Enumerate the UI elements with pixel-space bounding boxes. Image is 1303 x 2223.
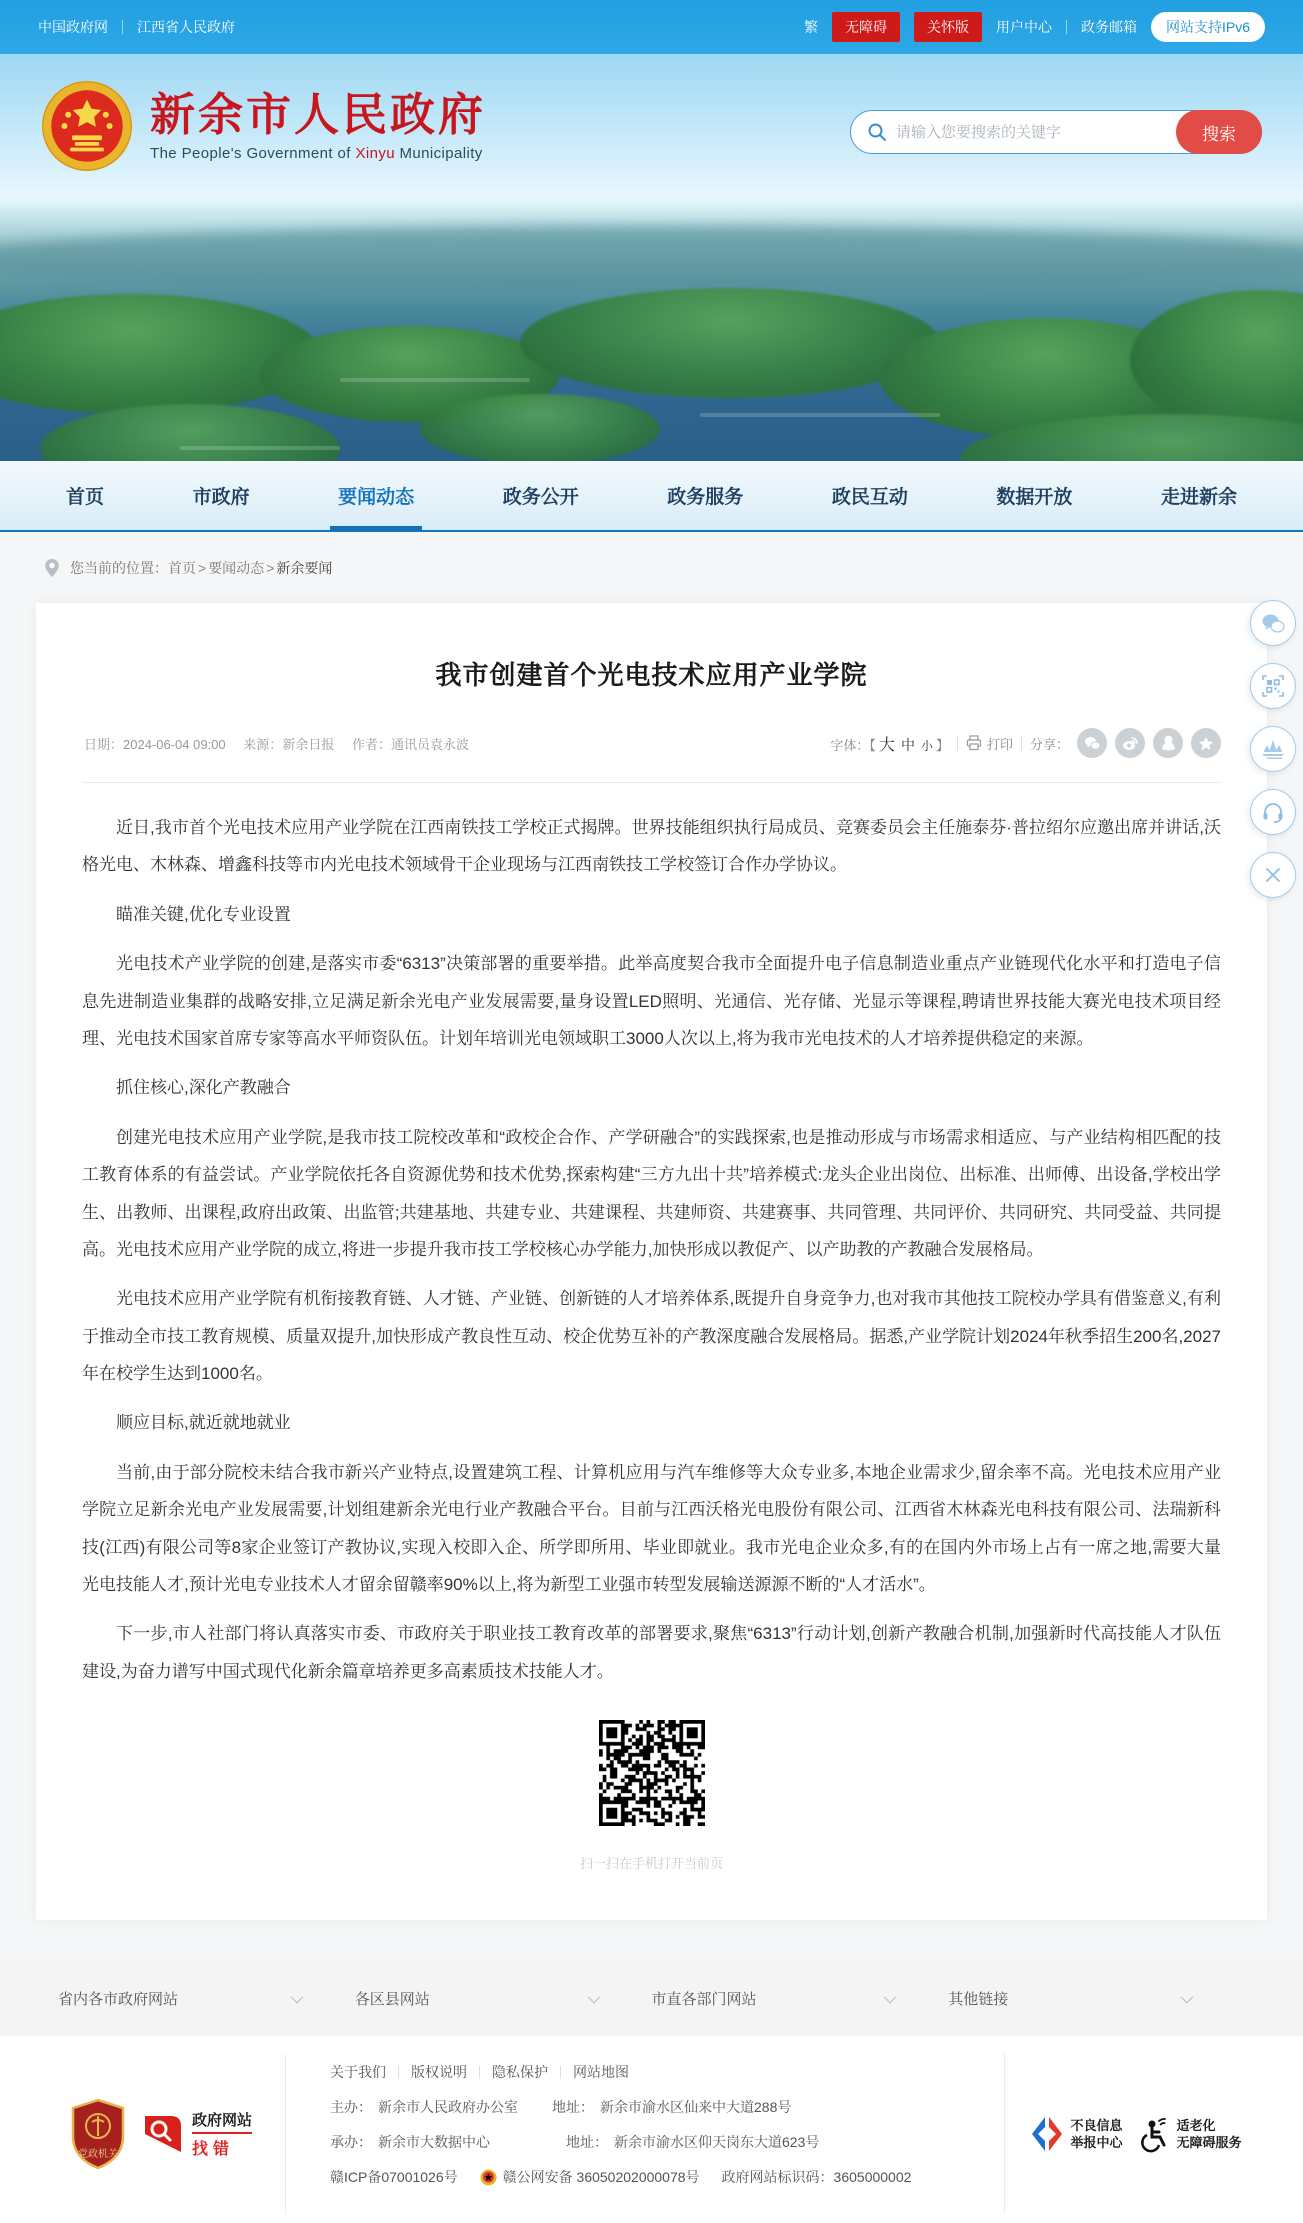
bad-info-report-link[interactable]: 不良信息 举报中心 xyxy=(1030,2115,1122,2153)
headset-icon xyxy=(1262,801,1284,823)
dropdown-department-sites[interactable]: 市直各部门网站 xyxy=(652,1988,949,2009)
site-title: 新余市人民政府 xyxy=(150,88,487,140)
nav-item-open-data[interactable]: 数据开放 xyxy=(996,487,1073,508)
police-registration-link[interactable]: 赣公网安备 36050202000078号 xyxy=(502,2169,700,2186)
qzone-star-share-icon[interactable] xyxy=(1191,728,1221,758)
link-china-gov[interactable]: 中国政府网 xyxy=(38,19,108,35)
barrier-free-button[interactable]: 无障碍 xyxy=(832,12,900,42)
footer-host-row: 主办： 新余市人民政府办公室 地址： 新余市渝水区仙来中大道288号 xyxy=(330,2099,792,2116)
footer-link-copyright[interactable]: 版权说明 xyxy=(411,2064,467,2081)
footer-link-sitemap[interactable]: 网站地图 xyxy=(573,2064,629,2081)
find-error-logo-icon xyxy=(141,2112,185,2156)
close-float-button[interactable] xyxy=(1250,852,1296,898)
chevron-down-icon xyxy=(884,1991,897,2004)
main-nav xyxy=(0,461,1303,532)
article-date: 2024-06-04 09:00 xyxy=(123,736,226,752)
site-title-english: The People's Government of Xinyu Municipality xyxy=(150,145,483,163)
breadcrumb-separator: > xyxy=(266,559,275,576)
nav-item-home[interactable]: 首页 xyxy=(66,487,105,508)
article-meta: 日期：2024-06-04 09:00 来源：新余日报 作者：通讯员袁永波 xyxy=(84,736,469,752)
nav-item-about-xinyu[interactable]: 走进新余 xyxy=(1160,487,1237,508)
qr-scan-icon xyxy=(1262,675,1284,697)
qq-share-icon[interactable] xyxy=(1153,728,1183,758)
paragraph: 光电技术应用产业学院有机衔接教育链、人才链、产业链、创新链的人才培养体系,既提升自身竞争力,也对我市其他技工院校办学具有借鉴意义,有利于推动全市技工教育规模、质量双提升,加快形成产教良性互动、校企优势互补的产教深度融合发展格局。据悉,产业学院计划2024年秋季招生200名,2027年在校学生达到1000名。 xyxy=(82,1289,1221,1384)
link-jiangxi-gov[interactable]: 江西省人民政府 xyxy=(137,19,235,35)
host-org: 新余市人民政府办公室 xyxy=(378,2099,518,2116)
nav-item-news[interactable]: 要闻动态 xyxy=(334,462,418,529)
search-input[interactable] xyxy=(896,124,1168,141)
footer-link-selectors xyxy=(0,1961,1303,2036)
footer-link-about[interactable]: 关于我们 xyxy=(330,2064,386,2081)
chevron-down-icon xyxy=(1181,1991,1194,2004)
qr-caption: 扫一扫在手机打开当前页 xyxy=(579,1856,723,1872)
city-landmark-float-button[interactable] xyxy=(1250,726,1296,772)
search-box xyxy=(850,110,1262,154)
wechat-icon xyxy=(1261,613,1285,634)
font-medium-button[interactable]: 中 xyxy=(900,736,915,753)
font-small-button[interactable]: 小 xyxy=(920,738,933,753)
city-landmark-icon xyxy=(1260,738,1286,760)
close-icon xyxy=(1264,866,1282,884)
dropdown-district-sites[interactable]: 各区县网站 xyxy=(355,1988,652,2009)
police-badge-icon xyxy=(480,2169,497,2186)
report-center-icon xyxy=(1030,2115,1064,2153)
chevron-down-icon xyxy=(587,1991,600,2004)
footer-link-privacy[interactable]: 隐私保护 xyxy=(492,2064,548,2081)
gov-mail-link[interactable]: 政务邮箱 xyxy=(1080,19,1137,35)
floating-toolbar xyxy=(1248,600,1298,915)
breadcrumb-current: 新余要闻 xyxy=(276,559,333,576)
host-address: 新余市渝水区仙来中大道288号 xyxy=(600,2099,792,2116)
service-headset-float-button[interactable] xyxy=(1250,789,1296,835)
qr-code xyxy=(599,1720,705,1826)
wechat-float-button[interactable] xyxy=(1250,600,1296,646)
dropdown-other-links[interactable]: 其他链接 xyxy=(948,1988,1245,2009)
nav-item-interaction[interactable]: 政民互动 xyxy=(831,487,908,508)
nav-item-gov-service[interactable]: 政务服务 xyxy=(667,487,744,508)
article-card xyxy=(36,603,1267,1920)
undertaker-address: 新余市渝水区仰天岗东大道623号 xyxy=(614,2134,820,2151)
breadcrumb xyxy=(0,532,1303,603)
footer xyxy=(0,2036,1303,2214)
breadcrumb-separator: > xyxy=(198,559,207,576)
paragraph: 当前,由于部分院校未结合我市新兴产业特点,设置建筑工程、计算机应用与汽车维修等大众专业多,本地企业需求少,留余率不高。光电技术应用产业学院立足新余光电产业发展需要,计划组建新余光电行业产教融合平台。目前与江西沃格光电股份有限公司、江西省木林森光电科技有限公司、法瑞新科技(江西)有限公司等8家企业签订产教协议,实现入校即入企、所学即所用、毕业即就业。我市光电企业众多,有的在国内外市场上占有一席之地,需要大量光电技能人才,预计光电专业技术人才留余留赣率90%以上,将为新型工业强市转型发展输送源源不断的“人才活水”。 xyxy=(82,1462,1221,1595)
paragraph: 近日,我市首个光电技术应用产业学院在江西南铁技工学校正式揭牌。世界技能组织执行局成员、竞赛委员会主任施泰芬·普拉绍尔应邀出席并讲话,沃格光电、木林森、增鑫科技等市内光电技术领域骨干企业现场与江西南铁技工学校签订合作办学协议。 xyxy=(82,818,1221,875)
ipv6-badge[interactable]: 网站支持IPv6 xyxy=(1151,12,1265,42)
sub-heading: 顺应目标,就近就地就业 xyxy=(116,1413,291,1433)
weibo-share-icon[interactable] xyxy=(1115,728,1145,758)
national-emblem-logo xyxy=(40,79,134,173)
paragraph: 下一步,市人社部门将认真落实市委、市政府关于职业技工教育改革的部署要求,聚焦“6313”行动计划,创新产教融合机制,加强新时代高技能人才队伍建设,为奋力谱写中国式现代化新余篇章培养更多高素质技术技能人才。 xyxy=(82,1624,1221,1681)
breadcrumb-home[interactable]: 首页 xyxy=(168,559,196,576)
footer-org-row: 承办： 新余市大数据中心 地址： 新余市渝水区仰天岗东大道623号 xyxy=(330,2134,820,2151)
paragraph: 创建光电技术应用产业学院,是我市技工院校改革和“政校企合作、产学研融合”的实践探索,也是推动形成与市场需求相适应、与产业结构相匹配的技工教育体系的有益尝试。产业学院依托各自资源优势和技术优势,探索构建“三方九出十共”培养模式:龙头企业出岗位、出标准、出师傅、出设备,学校出学生、出教师、出课程,政府出政策、出监管;共建基地、共建专业、共建课程、共建师资、共建赛事、共同管理、共同评价、共同研究、共同受益、共同提高。光电技术应用产业学院的成立,将进一步提升我市技工学校核心办学能力,加快形成以教促产、以产助教的产教融合发展格局。 xyxy=(82,1127,1221,1259)
gov-site-error-report-badge[interactable]: 政府网站 找错 xyxy=(141,2109,252,2159)
search-icon xyxy=(867,122,887,142)
separator xyxy=(1066,20,1067,34)
svg-text:党政机关: 党政机关 xyxy=(77,2149,118,2161)
elder-accessibility-link[interactable]: 适老化 无障碍服务 xyxy=(1139,2115,1242,2153)
article-body xyxy=(82,809,1221,1690)
icp-license-link[interactable]: 赣ICP备07001026号 xyxy=(330,2169,458,2186)
sub-heading: 瞄准关键,优化专业设置 xyxy=(116,904,291,924)
undertaker-org: 新余市大数据中心 xyxy=(378,2134,490,2151)
banner-lake-photo xyxy=(0,198,1303,461)
nav-item-city-gov[interactable]: 市政府 xyxy=(192,487,250,508)
article-meta-row xyxy=(82,728,1221,758)
site-identity-code: 政府网站标识码：3605000002 xyxy=(721,2169,912,2186)
font-large-button[interactable]: 大 xyxy=(878,736,895,754)
nav-item-gov-open[interactable]: 政务公开 xyxy=(502,487,579,508)
breadcrumb-label: 您当前的位置： xyxy=(70,559,168,576)
wechat-share-icon[interactable] xyxy=(1077,728,1107,758)
divider xyxy=(82,782,1221,783)
party-gov-badge[interactable] xyxy=(69,2098,127,2170)
printer-icon xyxy=(966,735,982,751)
user-center-link[interactable]: 用户中心 xyxy=(995,19,1052,35)
accessibility-icon xyxy=(1139,2115,1171,2153)
location-pin-icon xyxy=(44,558,60,578)
dropdown-province-sites[interactable]: 省内各市政府网站 xyxy=(58,1988,355,2009)
chevron-down-icon xyxy=(290,1991,303,2004)
paragraph: 光电技术产业学院的创建,是落实市委“6313”决策部署的重要举措。此举高度契合我市全面提升电子信息制造业重点产业链现代化水平和打造电子信息先进制造业集群的战略安排,立足满足新余光电产业发展需要,量身设置LED照明、光通信、光存储、光显示等课程,聘请世界技能大赛光电技术项目经理、光电技术国家首席专家等高水平师资队伍。计划年培训光电领域职工3000人次以上,将为我市光电技术的人才培养提供稳定的来源。 xyxy=(82,954,1221,1048)
footer-links xyxy=(330,2062,1004,2082)
separator xyxy=(122,20,123,34)
topbar xyxy=(0,0,1303,54)
care-version-button[interactable]: 关怀版 xyxy=(914,12,982,42)
article-source: 新余日报 xyxy=(282,736,335,752)
share-label: 分享： xyxy=(1029,736,1069,752)
search-button[interactable]: 搜索 xyxy=(1176,110,1262,154)
main-content-area xyxy=(0,532,1303,1961)
font-size-control: 字体：【 大 中 小 】 xyxy=(830,736,949,754)
qr-scan-float-button[interactable] xyxy=(1250,663,1296,709)
article-author: 通讯员袁永波 xyxy=(390,736,469,752)
article-title: 我市创建首个光电技术应用产业学院 xyxy=(435,660,868,690)
print-button[interactable]: 打印 xyxy=(966,734,1013,753)
traditional-chinese-toggle[interactable]: 繁 xyxy=(803,19,818,35)
sub-heading: 抓住核心,深化产教融合 xyxy=(116,1078,291,1098)
footer-registration-row xyxy=(330,2167,1004,2187)
site-header xyxy=(0,54,1303,198)
breadcrumb-section[interactable]: 要闻动态 xyxy=(208,559,265,576)
